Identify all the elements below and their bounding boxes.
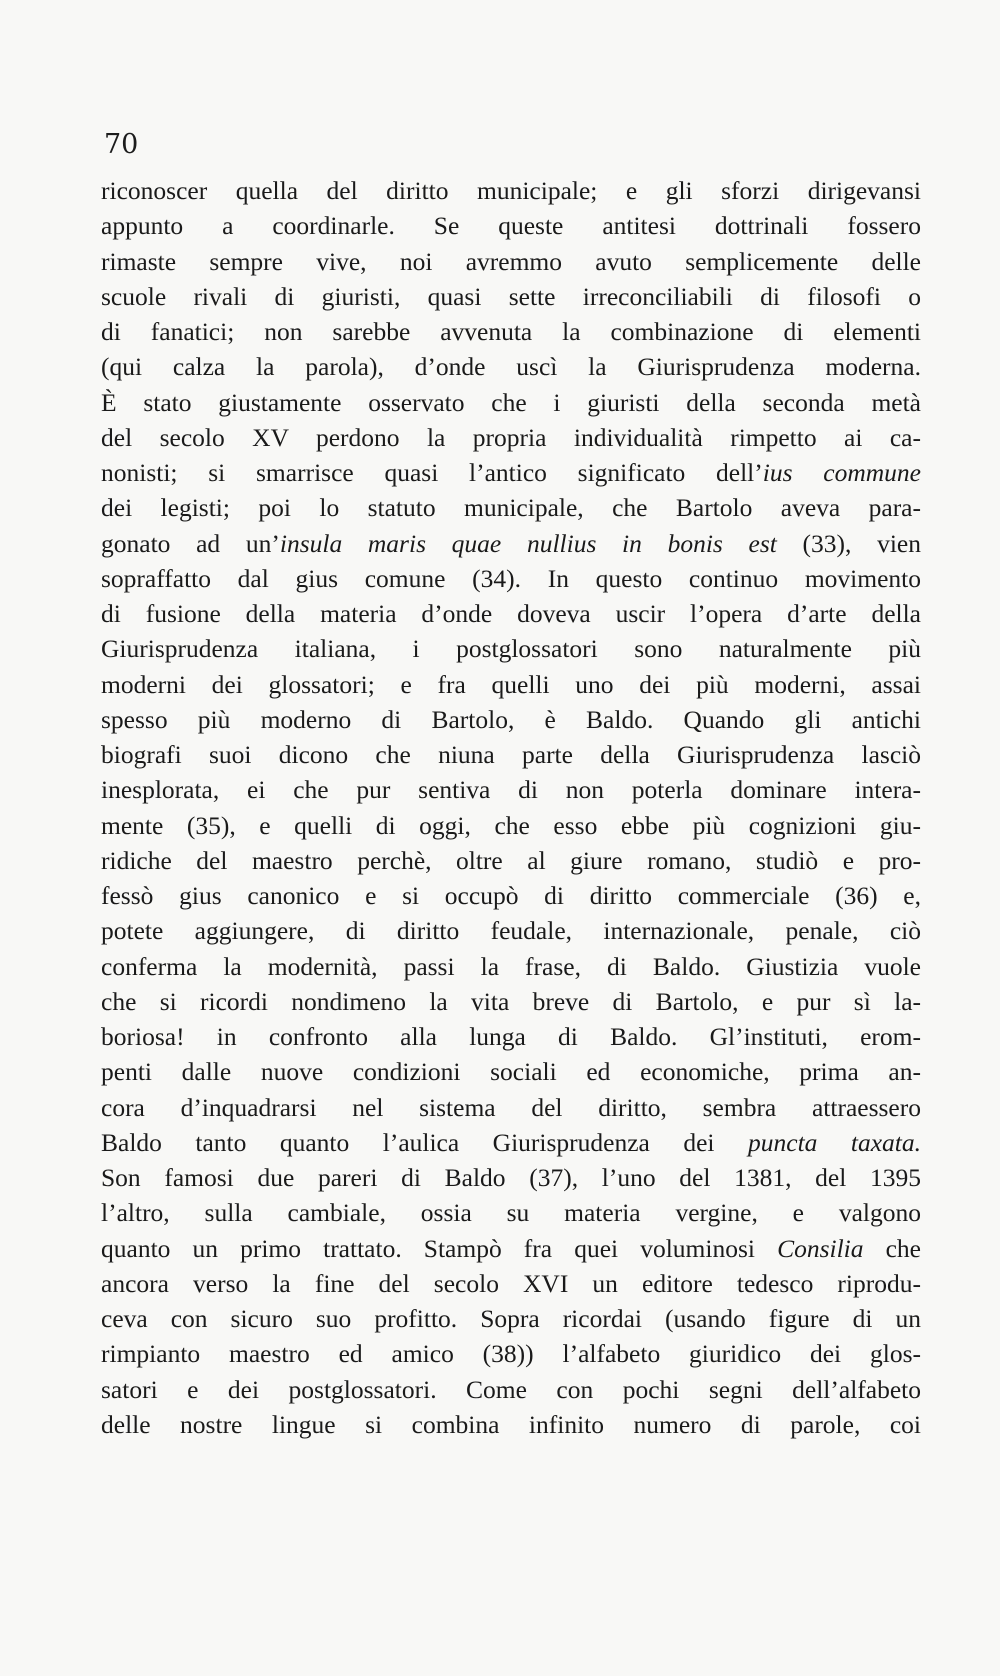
text-line [101, 208, 921, 243]
text-line [101, 1195, 921, 1230]
text-segment: ridiche del maestro perchè, oltre al giure romano, studiò e pro- [101, 845, 921, 875]
text-segment: riconoscer quella del diritto municipale; e gli sforzi dirigevansi [101, 176, 921, 205]
text-segment: appunto a coordinarle. Se queste antitesi dottrinali fossero [101, 211, 921, 241]
text-line [101, 631, 921, 666]
text-segment: rimaste sempre vive, noi avremmo avuto semplicemente delle [101, 246, 921, 276]
text-segment: di fanatici; non sarebbe avvenuta la combinazione di elementi [101, 317, 921, 346]
italic-segment: ius commune [762, 458, 921, 487]
text-segment: satori e dei postglossatori. Come con pochi segni dell’alfabeto [101, 1374, 921, 1404]
text-segment: mente (35), e quelli di oggi, che esso ebbe più cognizioni giu- [101, 810, 921, 840]
italic-segment: Consilia [777, 1233, 864, 1263]
text-segment: conferma la modernità, passi la frase, di Baldo. Giustizia vuole [101, 951, 921, 981]
text-line [101, 455, 921, 490]
text-line [101, 420, 921, 455]
text-segment: quanto un primo trattato. Stampò fra quei voluminosi [101, 1233, 778, 1263]
text-line [101, 526, 921, 561]
text-segment: Giurisprudenza italiana, i postglossatori sono naturalmente più [101, 634, 921, 664]
text-segment: spesso più moderno di Bartolo, è Baldo. Quando gli antichi [101, 704, 921, 734]
text-segment: ceva con sicuro suo profitto. Sopra ricordai (usando figure di un [101, 1304, 921, 1333]
text-line [101, 490, 921, 525]
text-line [101, 1372, 921, 1407]
text-line [101, 949, 921, 984]
text-line [101, 1160, 921, 1195]
body-text [101, 173, 921, 1442]
text-line [101, 808, 921, 843]
text-segment: che si ricordi nondimeno la vita breve di Bartolo, e pur sì la- [101, 986, 921, 1016]
text-line [101, 1090, 921, 1125]
text-line [101, 1266, 921, 1301]
text-line [101, 173, 921, 208]
text-segment: cora d’inquadrarsi nel sistema del diritto, sembra attraessero [101, 1092, 921, 1122]
text-line [101, 667, 921, 702]
text-line [101, 737, 921, 772]
text-line [101, 1019, 921, 1054]
text-line [101, 349, 921, 384]
text-segment: ancora verso la fine del secolo XVI un editore tedesco riprodu- [101, 1268, 921, 1298]
text-line [101, 279, 921, 314]
italic-segment: puncta taxata. [748, 1127, 921, 1157]
text-segment: inesplorata, ei che pur sentiva di non poterla dominare intera- [101, 775, 921, 805]
text-segment: potete aggiungere, di diritto feudale, internazionale, penale, ciò [101, 916, 921, 946]
text-segment: delle nostre lingue si combina infinito numero di parole, coi [101, 1409, 921, 1439]
text-line [101, 561, 921, 596]
text-segment: dei legisti; poi lo statuto municipale, che Bartolo aveva para- [101, 493, 921, 523]
text-line [101, 1407, 921, 1442]
text-segment: di fusione della materia d’onde doveva uscir l’opera d’arte della [101, 599, 921, 628]
text-segment: penti dalle nuove condizioni sociali ed economiche, prima an- [101, 1057, 921, 1087]
text-segment: che [863, 1233, 921, 1263]
text-line [101, 1301, 921, 1336]
text-segment: (33), vien [776, 528, 922, 558]
text-line [101, 1125, 921, 1160]
text-line [101, 1231, 921, 1266]
text-segment: biografi suoi dicono che niuna parte della Giurisprudenza lasciò [101, 740, 921, 769]
text-segment: (qui calza la parola), d’onde uscì la Giurisprudenza moderna. [101, 352, 921, 382]
text-segment: moderni dei glossatori; e fra quelli uno dei più moderni, assai [101, 669, 921, 699]
text-line [101, 843, 921, 878]
text-segment: Baldo tanto quanto l’aulica Giurisprudenza dei [101, 1127, 748, 1157]
text-line [101, 244, 921, 279]
text-line [101, 984, 921, 1019]
text-line [101, 772, 921, 807]
text-segment: È stato giustamente osservato che i giuristi della seconda metà [101, 387, 921, 417]
text-segment: scuole rivali di giuristi, quasi sette irreconciliabili di filosofi o [101, 281, 921, 311]
text-segment: nonisti; si smarrisce quasi l’antico significato dell’ [101, 458, 763, 487]
text-line [101, 878, 921, 913]
text-line [101, 702, 921, 737]
text-segment: fessò gius canonico e si occupò di diritto commerciale (36) e, [101, 881, 921, 910]
italic-segment: insula maris quae nullius in bonis est [279, 528, 777, 558]
text-line [101, 1054, 921, 1089]
text-segment: del secolo XV perdono la propria individualità rimpetto ai ca- [101, 422, 921, 452]
text-segment: gonato ad un’ [101, 528, 280, 558]
text-line [101, 314, 921, 349]
text-segment: rimpianto maestro ed amico (38)) l’alfabeto giuridico dei glos- [101, 1339, 921, 1369]
text-segment: sopraffatto dal gius comune (34). In questo continuo movimento [101, 563, 921, 593]
text-line [101, 1336, 921, 1371]
text-line [101, 596, 921, 631]
page-number: 70 [104, 129, 139, 160]
text-segment: Son famosi due pareri di Baldo (37), l’uno del 1381, del 1395 [101, 1163, 921, 1192]
text-segment: l’altro, sulla cambiale, ossia su materia vergine, e valgono [101, 1198, 921, 1228]
text-segment: boriosa! in confronto alla lunga di Baldo. Gl’instituti, erom- [101, 1022, 921, 1051]
text-line [101, 913, 921, 948]
text-line [101, 385, 921, 420]
